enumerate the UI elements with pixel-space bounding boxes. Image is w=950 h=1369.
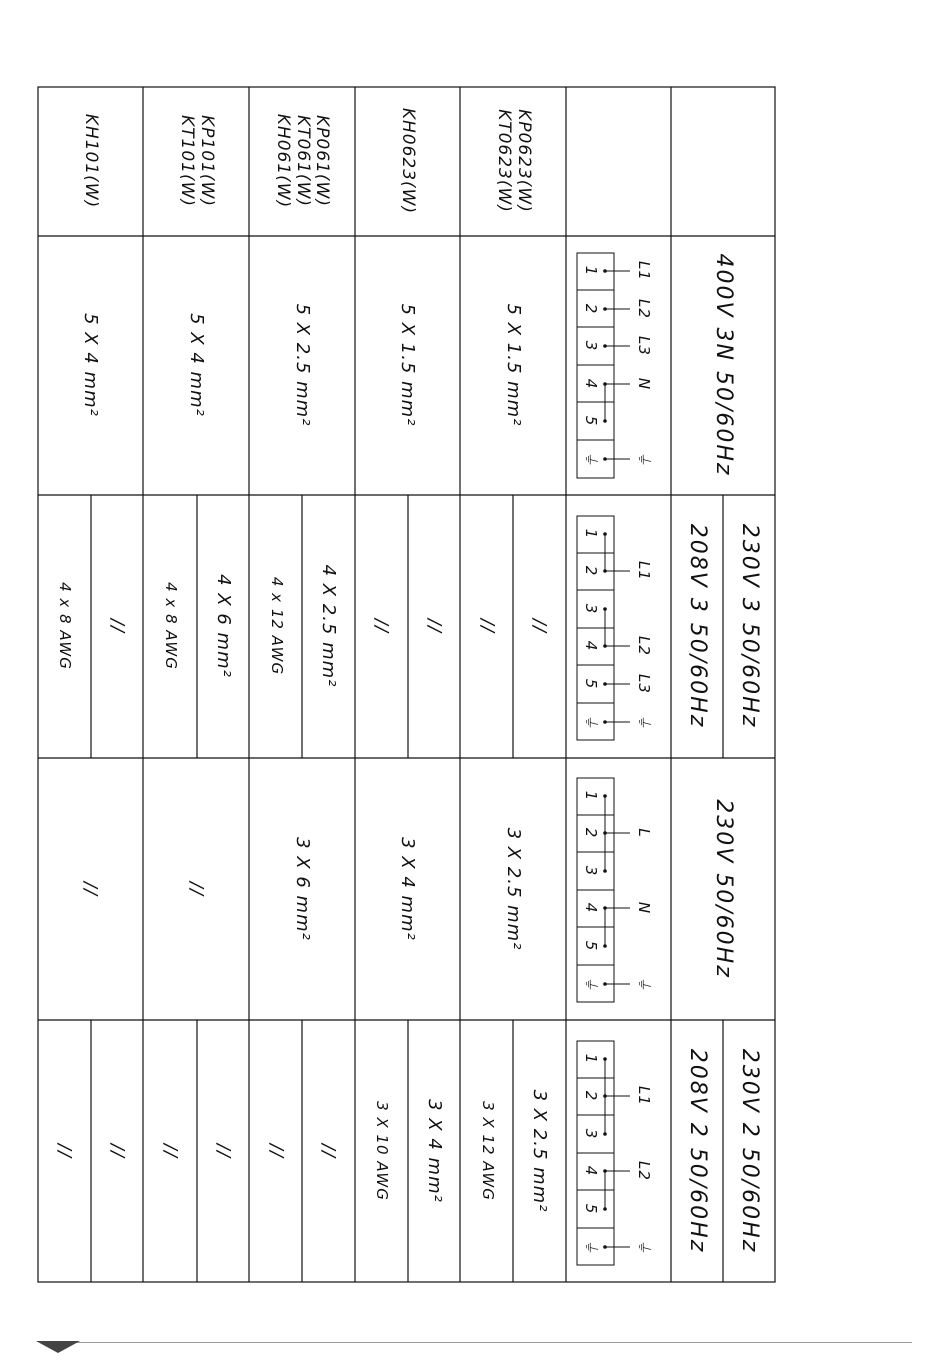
- cable-spec-208v-2ph: 3 X 10 AWG: [372, 1101, 391, 1201]
- ground-icon: ⏚: [581, 450, 600, 467]
- terminal-number: 2: [581, 827, 600, 839]
- cable-spec-208v-2ph: 3 X 12 AWG: [478, 1101, 497, 1201]
- ground-icon: ⏚: [581, 713, 600, 730]
- ground-icon: ⏚: [634, 975, 653, 992]
- terminal-number: 5: [581, 940, 600, 952]
- cable-spec-208v-2ph: //: [54, 1143, 76, 1159]
- cable-spec-230v-2ph: 3 X 4 mm²: [424, 1099, 446, 1203]
- terminal-label: L: [634, 828, 653, 838]
- cable-spec-230v-3ph: 4 X 2.5 mm²: [318, 564, 340, 688]
- cable-spec-230v-3ph: //: [107, 618, 129, 634]
- cable-spec-208v-3ph: 4 x 8 AWG: [55, 582, 74, 670]
- terminal-number: 2: [581, 303, 600, 315]
- cable-spec-400v: 5 X 2.5 mm²: [292, 303, 314, 427]
- cable-spec-230v-1ph: 3 X 4 mm²: [397, 837, 419, 941]
- terminal-label: L3: [634, 674, 653, 694]
- terminal-label: L2: [634, 1161, 653, 1181]
- cable-spec-400v: 5 X 4 mm²: [80, 313, 102, 417]
- footer-rule: [60, 1342, 912, 1343]
- terminal-label: L2: [634, 299, 653, 319]
- ground-icon: ⏚: [634, 1238, 653, 1255]
- cable-spec-400v: 5 X 4 mm²: [186, 313, 208, 417]
- model-cell: KP0623(W) KT0623(W): [494, 109, 534, 213]
- header-230v-3ph: 230V 3 50/60Hz: [736, 523, 762, 729]
- cable-spec-230v-3ph: 4 X 6 mm²: [213, 574, 235, 678]
- cable-spec-230v-1ph: //: [80, 881, 102, 897]
- model-cell: KP101(W) KT101(W): [177, 114, 217, 208]
- terminal-number: 2: [581, 565, 600, 577]
- cable-spec-230v-1ph: 3 X 6 mm²: [292, 837, 314, 941]
- terminal-number: 3: [581, 603, 600, 615]
- terminal-number: 1: [581, 1053, 600, 1065]
- terminal-number: 1: [581, 528, 600, 540]
- terminal-number: 5: [581, 415, 600, 427]
- cable-spec-230v-2ph: 3 X 2.5 mm²: [529, 1089, 551, 1213]
- terminal-number: 3: [581, 340, 600, 352]
- cable-spec-400v: 5 X 1.5 mm²: [503, 303, 525, 427]
- ground-icon: ⏚: [581, 1238, 600, 1255]
- terminal-block-diagrams: [577, 253, 630, 1265]
- cable-spec-208v-3ph: //: [477, 618, 499, 634]
- header-230v-1ph: 230V 50/60Hz: [710, 799, 736, 979]
- terminal-number: 1: [581, 265, 600, 277]
- cable-spec-208v-3ph: //: [371, 618, 393, 634]
- cable-spec-230v-2ph: //: [107, 1143, 129, 1159]
- cable-spec-208v-2ph: //: [266, 1143, 288, 1159]
- ground-icon: ⏚: [581, 975, 600, 992]
- terminal-label: L1: [634, 1086, 653, 1106]
- terminal-label: N: [634, 901, 653, 915]
- header-230v-2ph: 230V 2 50/60Hz: [736, 1048, 762, 1254]
- cable-spec-230v-1ph: //: [186, 881, 208, 897]
- cable-spec-400v: 5 X 1.5 mm²: [397, 303, 419, 427]
- terminal-label: L1: [634, 561, 653, 581]
- terminal-number: 3: [581, 1128, 600, 1140]
- ground-icon: ⏚: [634, 713, 653, 730]
- model-cell: KH101(W): [80, 113, 101, 209]
- terminal-number: 4: [581, 378, 600, 390]
- terminal-label: L1: [634, 261, 653, 281]
- ground-icon: ⏚: [634, 450, 653, 467]
- model-cell: KP061(W) KT061(W) KH061(W): [273, 113, 333, 209]
- cable-spec-230v-2ph: //: [213, 1143, 235, 1159]
- header-208v-3ph: 208V 3 50/60Hz: [684, 523, 710, 729]
- cable-spec-230v-3ph: //: [424, 618, 446, 634]
- terminal-number: 5: [581, 1203, 600, 1215]
- header-208v-2ph: 208V 2 50/60Hz: [684, 1048, 710, 1254]
- terminal-number: 4: [581, 1165, 600, 1177]
- terminal-number: 5: [581, 678, 600, 690]
- terminal-number: 2: [581, 1090, 600, 1102]
- terminal-number: 4: [581, 640, 600, 652]
- cable-spec-230v-2ph: //: [318, 1143, 340, 1159]
- terminal-number: 3: [581, 865, 600, 877]
- terminal-number: 1: [581, 790, 600, 802]
- header-400v: 400V 3N 50/60Hz: [710, 253, 736, 477]
- terminal-label: N: [634, 377, 653, 391]
- cable-spec-230v-1ph: 3 X 2.5 mm²: [503, 827, 525, 951]
- terminal-label: L2: [634, 636, 653, 656]
- cable-spec-208v-2ph: //: [160, 1143, 182, 1159]
- model-cell: KH0623(W): [397, 107, 418, 215]
- cable-spec-208v-3ph: 4 x 8 AWG: [161, 582, 180, 670]
- cable-spec-208v-3ph: 4 x 12 AWG: [267, 576, 286, 676]
- terminal-number: 4: [581, 902, 600, 914]
- cable-spec-230v-3ph: //: [529, 618, 551, 634]
- footer-arrow-icon: [36, 1341, 80, 1353]
- terminal-label: L3: [634, 336, 653, 356]
